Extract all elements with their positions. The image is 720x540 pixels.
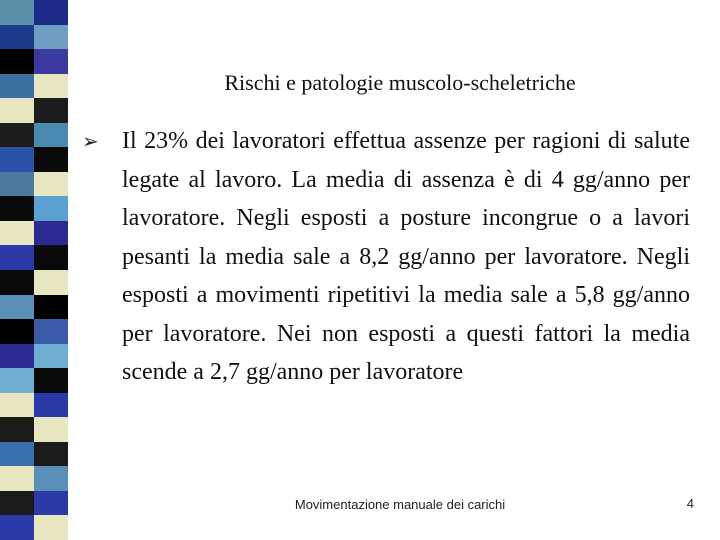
side-strip-cell <box>34 466 68 491</box>
side-strip-cell <box>0 466 34 491</box>
side-strip-row <box>0 74 68 99</box>
side-strip-cell <box>34 245 68 270</box>
footer-text: Movimentazione manuale dei carichi <box>294 497 506 512</box>
side-strip-cell <box>34 417 68 442</box>
decorative-side-strip <box>0 0 68 540</box>
side-strip-row <box>0 319 68 344</box>
side-strip-cell <box>0 123 34 148</box>
side-strip-row <box>0 49 68 74</box>
page-number: 4 <box>686 496 694 511</box>
side-strip-row <box>0 172 68 197</box>
bullet-item <box>82 122 690 392</box>
side-strip-cell <box>0 25 34 50</box>
side-strip-row <box>0 442 68 467</box>
side-strip-cell <box>0 49 34 74</box>
side-strip-row <box>0 417 68 442</box>
side-strip-cell <box>34 147 68 172</box>
side-strip-row <box>0 245 68 270</box>
side-strip-cell <box>0 491 34 516</box>
bullet-text: Il 23% dei lavoratori effettua assenze per ragioni di salute legate al lavoro. La media di assenza è di 4 gg/anno per lavoratore. Negli esposti a posture incongrue o a lavori pesanti la media sale a 8,2 gg/anno per lavoratore. Negli esposti a movimenti ripetitivi la media sale a 5,8 gg/anno per lavoratore. Nei non esposti a questi fattori la media scende a 2,7 gg/anno per lavoratore <box>122 128 690 385</box>
side-strip-cell <box>34 74 68 99</box>
side-strip-row <box>0 393 68 418</box>
side-strip-cell <box>0 196 34 221</box>
side-strip-cell <box>34 172 68 197</box>
side-strip-row <box>0 147 68 172</box>
side-strip-cell <box>34 0 68 25</box>
side-strip-cell <box>0 344 34 369</box>
side-strip-cell <box>34 196 68 221</box>
side-strip-cell <box>0 221 34 246</box>
side-strip-row <box>0 221 68 246</box>
side-strip-cell <box>34 515 68 540</box>
side-strip-row <box>0 344 68 369</box>
side-strip-cell <box>0 172 34 197</box>
arrow-bullet-icon: ➢ <box>82 129 99 153</box>
side-strip-row <box>0 98 68 123</box>
side-strip-cell <box>0 393 34 418</box>
side-strip-row <box>0 515 68 540</box>
side-strip-cell <box>34 270 68 295</box>
side-strip-cell <box>0 368 34 393</box>
side-strip-cell <box>34 393 68 418</box>
side-strip-cell <box>0 295 34 320</box>
side-strip-row <box>0 0 68 25</box>
side-strip-cell <box>34 442 68 467</box>
slide-title: Rischi e patologie muscolo-scheletriche <box>224 70 576 95</box>
side-strip-cell <box>34 319 68 344</box>
side-strip-row <box>0 491 68 516</box>
side-strip-cell <box>0 245 34 270</box>
side-strip-cell <box>34 344 68 369</box>
side-strip-cell <box>0 270 34 295</box>
side-strip-cell <box>0 74 34 99</box>
side-strip-row <box>0 196 68 221</box>
side-strip-cell <box>0 417 34 442</box>
side-strip-cell <box>0 0 34 25</box>
side-strip-cell <box>0 515 34 540</box>
side-strip-cell <box>34 368 68 393</box>
side-strip-cell <box>34 221 68 246</box>
side-strip-row <box>0 123 68 148</box>
side-strip-cell <box>34 491 68 516</box>
side-strip-cell <box>34 49 68 74</box>
side-strip-cell <box>0 442 34 467</box>
side-strip-row <box>0 295 68 320</box>
side-strip-cell <box>0 319 34 344</box>
side-strip-cell <box>0 98 34 123</box>
side-strip-cell <box>34 295 68 320</box>
side-strip-row <box>0 368 68 393</box>
side-strip-row <box>0 270 68 295</box>
side-strip-cell <box>34 25 68 50</box>
side-strip-row <box>0 25 68 50</box>
side-strip-cell <box>34 98 68 123</box>
side-strip-row <box>0 466 68 491</box>
side-strip-cell <box>0 147 34 172</box>
side-strip-cell <box>34 123 68 148</box>
